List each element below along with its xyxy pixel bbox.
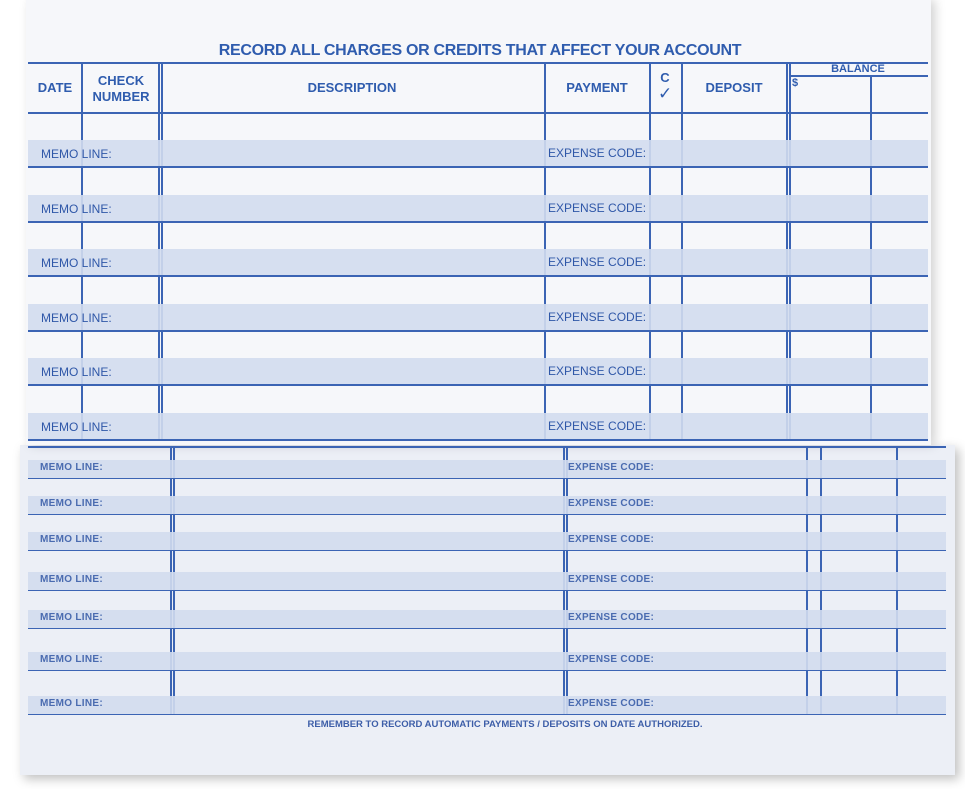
expense-code-label: EXPENSE CODE:	[568, 574, 655, 585]
register-title: RECORD ALL CHARGES OR CREDITS THAT AFFECT YOUR ACCOUNT	[218, 42, 742, 59]
memo-line-label: MEMO LINE:	[41, 419, 112, 434]
memo-band	[28, 304, 928, 330]
row-rule	[28, 221, 928, 223]
row-rule	[28, 590, 946, 591]
memo-line-label: MEMO LINE:	[41, 365, 112, 379]
memo-line-label: MEMO LINE:	[40, 698, 103, 709]
column-header-date: DATE	[37, 80, 73, 95]
memo-line-label: MEMO LINE:	[40, 462, 103, 473]
row-rule	[28, 514, 946, 515]
expense-code-label: EXPENSE CODE:	[548, 364, 647, 378]
memo-line-label: MEMO LINE:	[41, 147, 112, 161]
lower-top-rule	[28, 446, 946, 448]
row-rule	[28, 166, 928, 168]
expense-code-label: EXPENSE CODE:	[548, 200, 647, 215]
memo-line-label: MEMO LINE:	[40, 612, 103, 623]
row-rule	[28, 628, 946, 629]
expense-code-label: EXPENSE CODE:	[568, 462, 655, 473]
row-rule	[28, 670, 946, 671]
column-header-description: DESCRIPTION	[307, 80, 397, 95]
expense-code-label: EXPENSE CODE:	[568, 612, 655, 623]
column-header-deposit: DEPOSIT	[705, 80, 763, 95]
column-header-payment: PAYMENT	[566, 80, 628, 95]
memo-band	[28, 696, 946, 714]
balance-subrule	[790, 75, 928, 77]
column-header-cleared: C	[660, 70, 670, 85]
memo-line-label: MEMO LINE:	[41, 310, 112, 325]
memo-band	[28, 140, 928, 166]
memo-line-label: MEMO LINE:	[40, 534, 103, 545]
row-rule	[28, 275, 928, 277]
row-rule	[28, 439, 928, 441]
column-header-check-number-2: NUMBER	[92, 89, 150, 104]
memo-band	[28, 572, 946, 590]
memo-line-label: MEMO LINE:	[41, 256, 112, 270]
memo-band	[28, 496, 946, 514]
balance-currency: $	[791, 77, 799, 89]
memo-band	[28, 358, 928, 384]
memo-line-label: MEMO LINE:	[40, 654, 103, 665]
memo-line-label: MEMO LINE:	[40, 498, 103, 509]
header-bottom-rule	[28, 112, 928, 114]
expense-code-label: EXPENSE CODE:	[548, 146, 647, 160]
memo-band	[28, 610, 946, 628]
column-header-check-number-1: CHECK	[97, 73, 145, 88]
memo-line-label: MEMO LINE:	[41, 201, 112, 216]
memo-band	[28, 532, 946, 550]
expense-code-label: EXPENSE CODE:	[568, 498, 655, 509]
memo-line-label: MEMO LINE:	[40, 574, 103, 585]
expense-code-label: EXPENSE CODE:	[568, 654, 655, 665]
row-rule	[28, 478, 946, 479]
expense-code-label: EXPENSE CODE:	[548, 418, 647, 433]
expense-code-label: EXPENSE CODE:	[568, 534, 655, 545]
row-rule	[28, 384, 928, 386]
column-header-balance: BALANCE	[831, 63, 885, 75]
expense-code-label: EXPENSE CODE:	[548, 255, 647, 269]
memo-band	[28, 652, 946, 670]
expense-code-label: EXPENSE CODE:	[548, 309, 647, 324]
memo-band	[28, 195, 928, 221]
memo-band	[28, 460, 946, 478]
footer-note: REMEMBER TO RECORD AUTOMATIC PAYMENTS / DEPOSITS ON DATE AUTHORIZED.	[307, 719, 703, 730]
memo-band	[28, 249, 928, 275]
expense-code-label: EXPENSE CODE:	[568, 698, 655, 709]
row-rule	[28, 550, 946, 551]
row-rule	[28, 714, 946, 715]
row-rule	[28, 330, 928, 332]
memo-band	[28, 413, 928, 439]
cleared-check-icon: ✓	[658, 84, 673, 103]
